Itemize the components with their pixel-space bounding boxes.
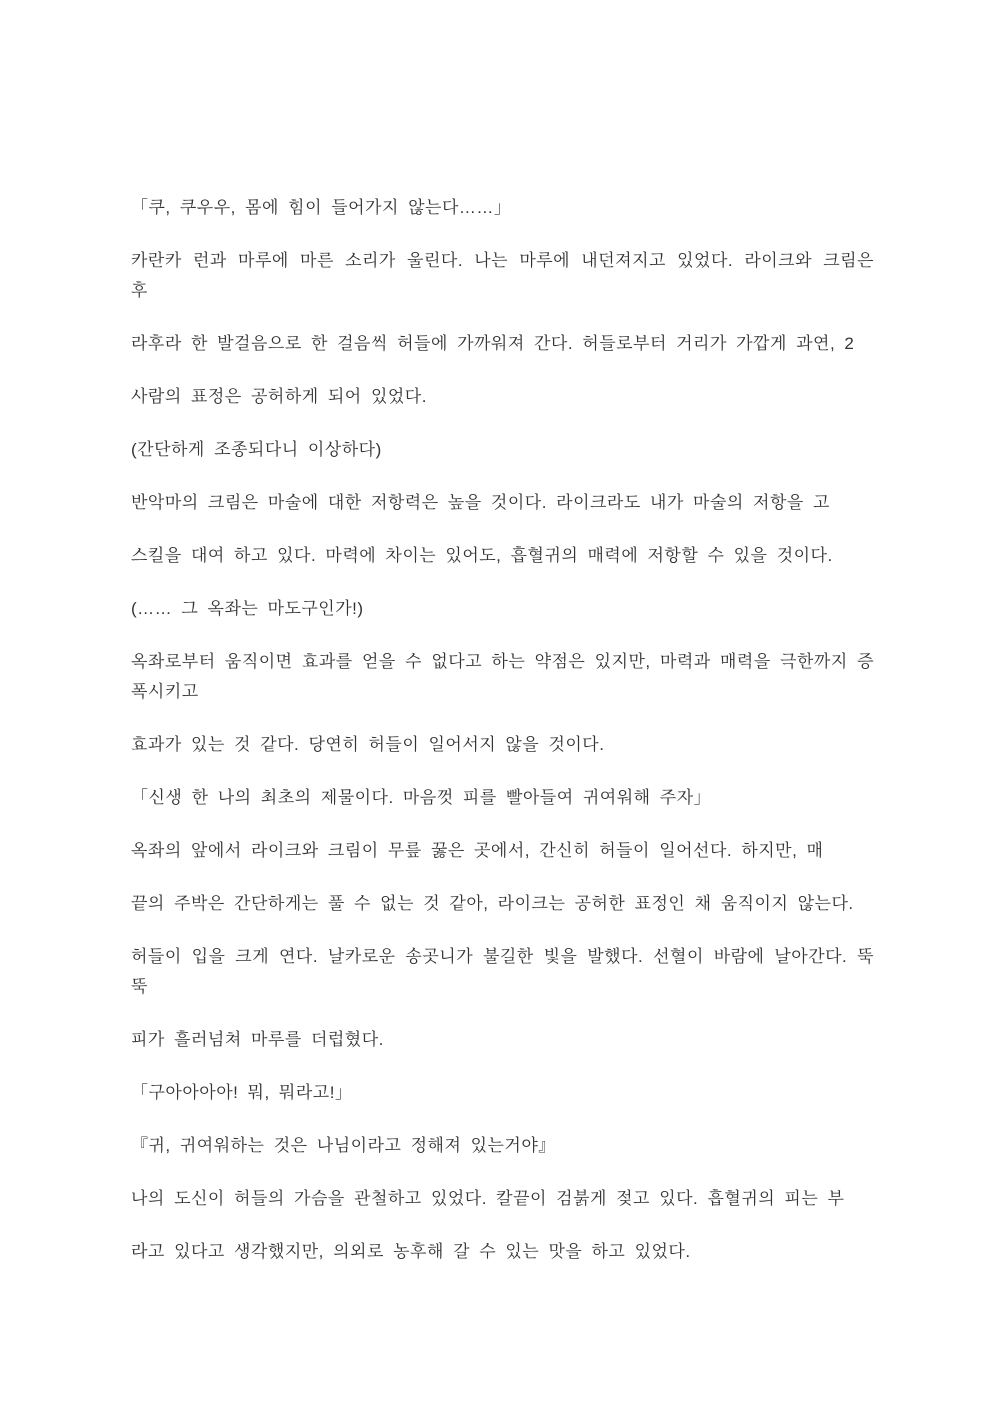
paragraph-dialogue: 『귀, 귀여워하는 것은 나님이라고 정해져 있는거야』 — [131, 1136, 556, 1155]
paragraph-narration: 반악마의 크림은 마술에 대한 저항력은 높을 것이다. 라이크라도 내가 마술의 저항을 고 — [131, 493, 830, 512]
paragraph-narration: 피가 흘러넘쳐 마루를 더럽혔다. — [131, 1030, 384, 1049]
paragraph-narration: 나의 도신이 허들의 가슴을 관철하고 있었다. 칼끝이 검붉게 젖고 있다. 흡혈귀의 피는 부 — [131, 1189, 845, 1208]
paragraph-narration: 옥좌의 앞에서 라이크와 크림이 무릎 꿇은 곳에서, 간신히 허들이 일어선다. 하지만, 매 — [131, 841, 824, 860]
paragraph-dialogue: 「쿠, 쿠우우, 몸에 힘이 들어가지 않는다……」 — [131, 198, 512, 217]
paragraph-narration: 라후라 한 발걸음으로 한 걸음씩 허들에 가까워져 간다. 허들로부터 거리가 가깝게 과연, 2 — [131, 334, 855, 353]
paragraph-narration: 사람의 표정은 공허하게 되어 있었다. — [131, 387, 427, 406]
paragraph-narration: 스킬을 대여 하고 있다. 마력에 차이는 있어도, 흡혈귀의 매력에 저항할 수 있을 것이다. — [131, 546, 833, 565]
paragraph-dialogue: 「구아아아아! 뭐, 뭐라고!」 — [131, 1083, 353, 1102]
paragraph-dialogue: 「신생 한 나의 최초의 제물이다. 마음껏 피를 빨아들여 귀여워해 주자」 — [131, 788, 712, 807]
paragraph-narration: 끝의 주박은 간단하게는 풀 수 없는 것 같아, 라이크는 공허한 표정인 채 움직이지 않는다. — [131, 894, 854, 913]
paragraph-narration: 효과가 있는 것 같다. 당연히 허들이 일어서지 않을 것이다. — [131, 735, 605, 754]
paragraph-inner-thought: (…… 그 옥좌는 마도구인가!) — [131, 599, 364, 618]
paragraph-narration: 라고 있다고 생각했지만, 의외로 농후해 갈 수 있는 맛을 하고 있었다. — [131, 1242, 691, 1261]
paragraph-narration: 카란카 런과 마루에 마른 소리가 울린다. 나는 마루에 내던져지고 있었다. 라이크와 크림은 후 — [131, 251, 874, 300]
paragraph-narration: 허들이 입을 크게 연다. 날카로운 송곳니가 불길한 빛을 발했다. 선혈이 바람에 날아간다. 뚝뚝 — [131, 947, 874, 996]
paragraph-inner-thought: (간단하게 조종되다니 이상하다) — [131, 440, 382, 459]
paragraph-narration: 옥좌로부터 움직이면 효과를 얻을 수 없다고 하는 약점은 있지만, 마력과 매력을 극한까지 증폭시키고 — [131, 652, 874, 701]
